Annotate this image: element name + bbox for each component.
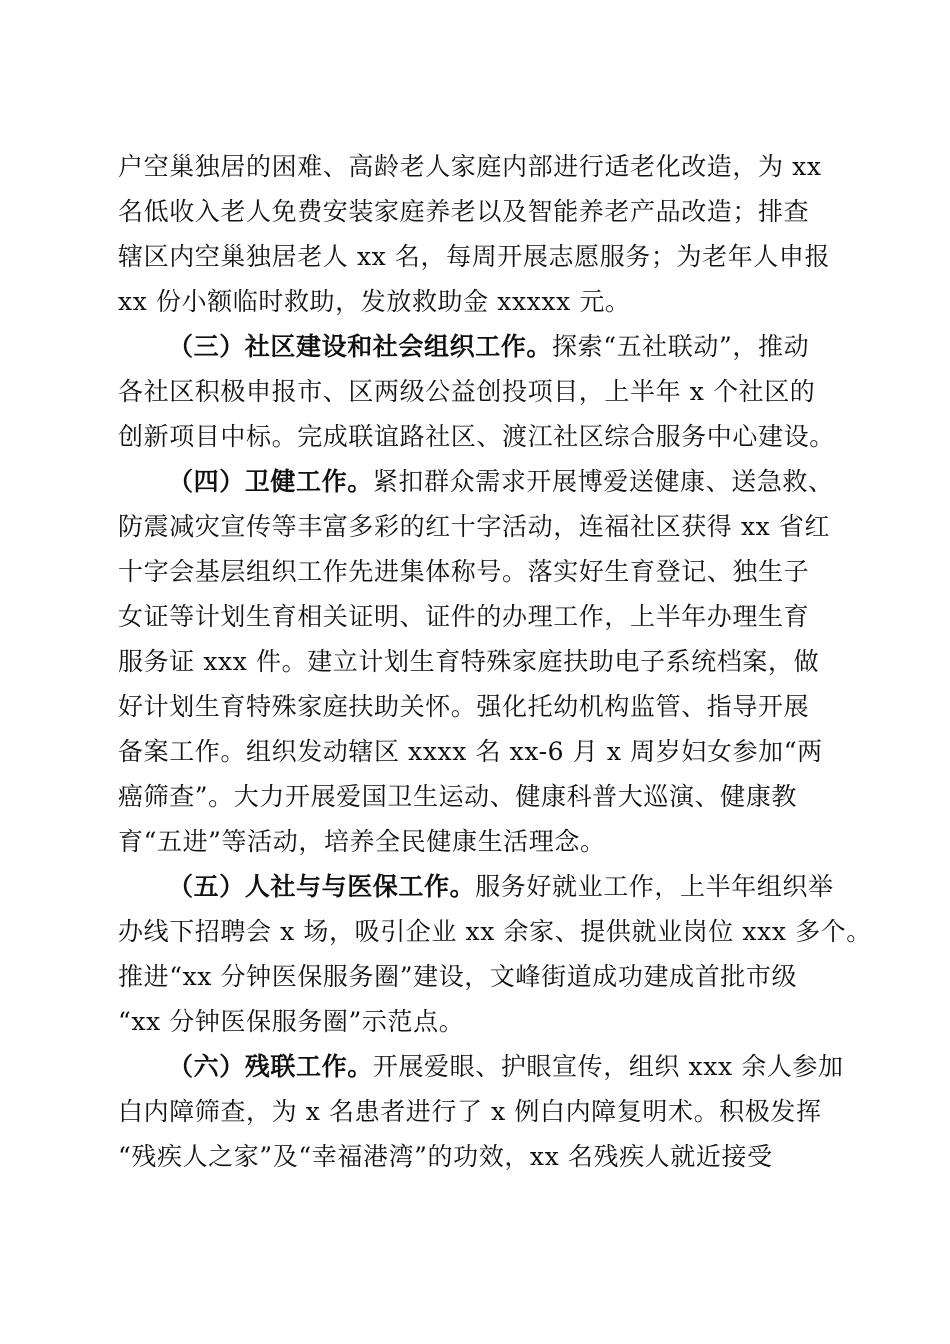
section-heading: （五）人社与与医保工作。 [168, 872, 476, 901]
text-line: 防震减灾宣传等丰富多彩的红十字活动，连福社区获得 xx 省红 [118, 512, 831, 541]
text-line: 服务证 xxx 件。建立计划生育特殊家庭扶助电子系统档案，做 [118, 647, 820, 676]
text-line: 名低收入老人免费安装家庭养老以及智能养老产品改造；排查 [118, 197, 810, 226]
section-heading: （三）社区建设和社会组织工作。 [168, 332, 553, 361]
paragraph-elderly-care [118, 144, 830, 324]
text-line [118, 459, 834, 504]
paragraph-community-building [118, 324, 835, 459]
text-run: 探索“五社联动”，推动 [552, 332, 810, 361]
text-line: 户空巢独居的困难、高龄老人家庭内部进行适老化改造，为 xx [118, 152, 822, 181]
text-line [118, 864, 834, 909]
text-line: 推进“xx 分钟医保服务圈”建设，文峰街道成功建成首批市级 [118, 962, 798, 991]
paragraph-health [118, 459, 834, 864]
text-run: 紧扣群众需求开展博爱送健康、送急救、 [372, 467, 834, 496]
text-line [118, 1044, 844, 1089]
section-heading: （四）卫健工作。 [168, 467, 373, 496]
section-heading: （六）残联工作。 [168, 1052, 373, 1081]
paragraph-disability [118, 1044, 844, 1179]
text-line: 创新项目中标。完成联谊路社区、渡江社区综合服务中心建设。 [118, 422, 835, 451]
text-line: 辖区内空巢独居老人 xx 名，每周开展志愿服务；为老年人申报 [118, 242, 831, 271]
text-line: “xx 分钟医保服务圈”示范点。 [118, 1007, 465, 1036]
text-line: 办线下招聘会 x 场，吸引企业 xx 余家、提供就业岗位 xxx 多个。 [118, 917, 872, 946]
text-line: 女证等计划生育相关证明、证件的办理工作，上半年办理生育 [118, 602, 810, 631]
text-run: 服务好就业工作，上半年组织举 [475, 872, 834, 901]
text-line: 白内障筛查，为 x 名患者进行了 x 例白内障复明术。积极发挥 [118, 1097, 822, 1126]
text-line: 十字会基层组织工作先进集体称号。落实好生育登记、独生子 [118, 557, 810, 586]
text-line: 好计划生育特殊家庭扶助关怀。强化托幼机构监管、指导开展 [118, 692, 810, 721]
text-line: 备案工作。组织发动辖区 xxxx 名 xx-6 月 x 周岁妇女参加“两 [118, 737, 823, 766]
text-line: “残疾人之家”及“幸福港湾”的功效，xx 名残疾人就近接受 [118, 1142, 773, 1171]
text-line: 育“五进”等活动，培养全民健康生活理念。 [118, 827, 606, 856]
text-line: xx 份小额临时救助，发放救助金 xxxxx 元。 [118, 287, 631, 316]
text-line: 各社区积极申报市、区两级公益创投项目，上半年 x 个社区的 [118, 377, 816, 406]
text-run: 开展爱眼、护眼宣传，组织 xxx 余人参加 [372, 1052, 844, 1081]
text-line [118, 324, 830, 369]
text-line: 癌筛查”。大力开展爱国卫生运动、健康科普大巡演、健康教 [118, 782, 797, 811]
document-body [118, 144, 872, 1179]
paragraph-social-security [118, 864, 872, 1044]
